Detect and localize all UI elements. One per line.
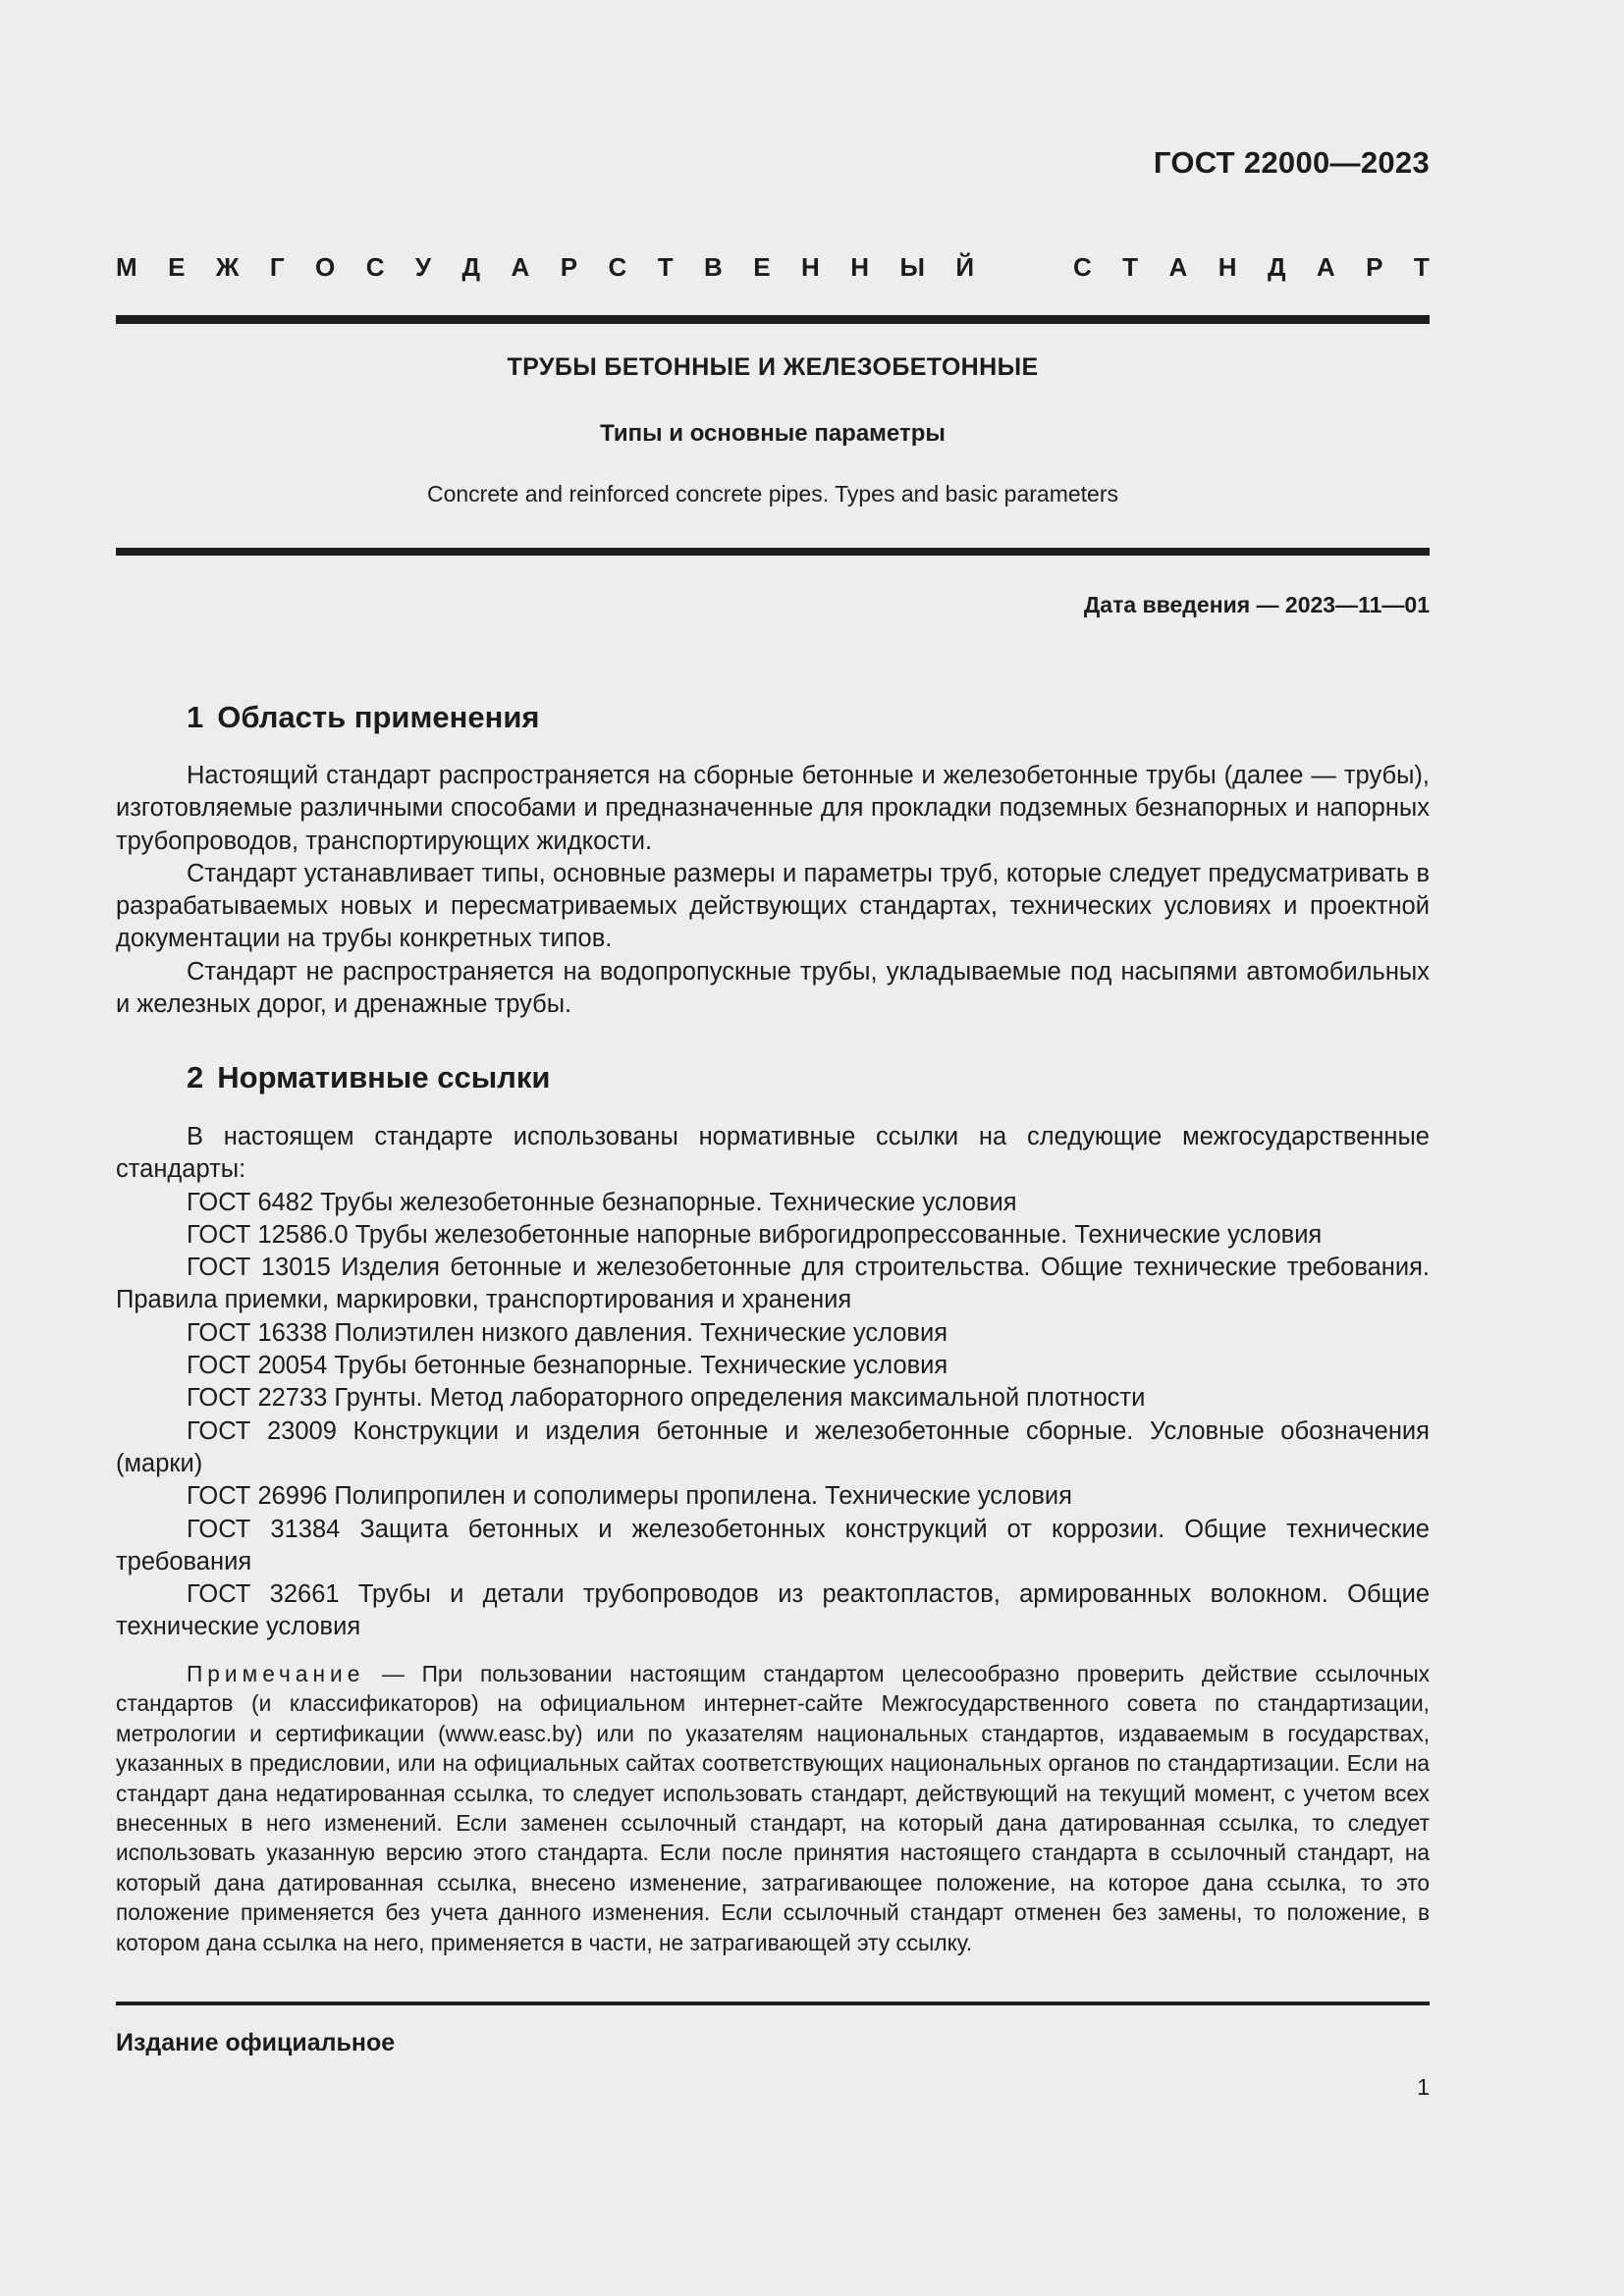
banner-letter: С (1072, 252, 1092, 282)
banner-word-gap (1005, 252, 1043, 288)
banner-letter: Е (753, 252, 771, 282)
introduction-date: Дата введения — 2023—11—01 (1083, 592, 1430, 617)
banner-letter: С (365, 252, 385, 282)
banner-letter: Р (1366, 252, 1383, 282)
banner-letter: У (414, 252, 432, 282)
section-2-number: 2 (187, 1060, 204, 1095)
section-1-body (116, 760, 1430, 1021)
title-divider (116, 548, 1430, 556)
banner-letter: Д (1267, 252, 1286, 282)
reference-item: ГОСТ 26996 Полипропилен и сополимеры пропилена. Технические условия (187, 1482, 1072, 1511)
paragraph: Стандарт устанавливает типы, основные размеры и параметры труб, которые следует предусматривать в разрабатываемых новых и пересматриваемых действующих стандартах, технических условиях и проектной документации на трубы конкретных типов. (116, 859, 1430, 953)
reference-item: ГОСТ 12586.0 Трубы железобетонные напорные виброгидропрессованные. Технические условия (187, 1220, 1323, 1249)
banner-letter: Н (1218, 252, 1237, 282)
banner-letter: Ж (215, 252, 240, 282)
paragraph: Стандарт не распространяется на водопропускные трубы, укладываемые под насыпями автомобильных и железных дорог, и дренажные трубы. (116, 957, 1430, 1019)
reference-item: ГОСТ 32661 Трубы и детали трубопроводов из реактопластов, армированных волокном. Общие технические условия (116, 1580, 1430, 1641)
document-title: ТРУБЫ БЕТОННЫЕ И ЖЕЛЕЗОБЕТОННЫЕ (507, 353, 1039, 381)
banner-letter: А (1168, 252, 1188, 282)
note-label: Примечание (187, 1661, 365, 1686)
section-2-title: Нормативные ссылки (217, 1060, 551, 1095)
document-subtitle: Типы и основные параметры (600, 420, 946, 447)
top-divider (116, 315, 1430, 324)
banner-letter: Н (850, 252, 870, 282)
banner-letter: Ы (899, 252, 925, 282)
banner-letter: Й (955, 252, 975, 282)
section-1-heading (187, 700, 540, 735)
banner-letter: Н (801, 252, 820, 282)
banner-letter: В (704, 252, 723, 282)
note-text: — При пользовании настоящим стандартом целесообразно проверить действие ссылочных стандартов (и классификаторов) на официальном интернет-сайте Межгосударственного совета по стандартизации, метрологии и сертификации (www.easc.by) или по указателям национальных стандартов, издаваемым в государствах, указанных в предисловии, или на официальных сайтах соответствующих национальных органов по стандартизации. Если на стандарт дана недатированная ссылка, то следует использовать стандарт, действующий на текущий момент, с учетом всех внесенных в него изменений. Если заменен ссылочный стандарт, на который дана датированная ссылка, то следует использовать указанную версию этого стандарта. Если после принятия настоящего стандарта в ссылочный стандарт, на который дана датированная ссылка, внесено изменение, затрагивающее положение, на которое дана ссылка, то это положение применяется без учета данного изменения. Если ссылочный стандарт отменен без замены, то положение, в котором дана ссылка на него, применяется в части, не затрагивающей эту ссылку. (116, 1661, 1430, 1955)
reference-item: ГОСТ 20054 Трубы бетонные безнапорные. Технические условия (187, 1352, 948, 1380)
reference-item: ГОСТ 22733 Грунты. Метод лабораторного определения максимальной плотности (187, 1384, 1146, 1413)
section-2-heading (187, 1060, 550, 1095)
footer-divider (116, 2002, 1430, 2005)
note-block (116, 1659, 1430, 1957)
banner-letter: Г (269, 252, 285, 282)
banner-letter: Р (560, 252, 578, 282)
banner-letter: М (116, 252, 137, 282)
banner-letter: Д (461, 252, 481, 282)
banner-letter: А (511, 252, 530, 282)
section-1-number: 1 (187, 700, 204, 734)
reference-item: ГОСТ 23009 Конструкции и изделия бетонные и железобетонные сборные. Условные обозначения (марки) (116, 1416, 1430, 1477)
section-1-title: Область применения (217, 700, 540, 734)
banner-letter: А (1316, 252, 1335, 282)
banner-letter: О (315, 252, 336, 282)
reference-item: ГОСТ 6482 Трубы железобетонные безнапорные. Технические условия (187, 1188, 1017, 1216)
reference-item: ГОСТ 13015 Изделия бетонные и железобетонные для строительства. Общие технические требования. Правила приемки, маркировки, транспортирования и хранения (116, 1254, 1430, 1314)
reference-item: ГОСТ 31384 Защита бетонных и железобетонных конструкций от коррозии. Общие технические требования (116, 1515, 1430, 1575)
banner-letter: С (608, 252, 627, 282)
banner-letter: Е (168, 252, 186, 282)
interstate-standard-banner (116, 252, 1430, 288)
paragraph: Настоящий стандарт распространяется на сборные бетонные и железобетонные трубы (далее — трубы), изготовляемые различными способами и предназначенные для прокладки подземных безнапорных и напорных трубопроводов, транспортирующих жидкости. (116, 762, 1430, 855)
section-2-intro: В настоящем стандарте использованы нормативные ссылки на следующие межгосударственные стандарты: (116, 1123, 1430, 1184)
official-edition-label: Издание официальное (116, 2029, 396, 2056)
banner-letter: Т (1122, 252, 1139, 282)
banner-letter: Т (657, 252, 674, 282)
section-2-body (116, 1121, 1430, 1644)
banner-letter: Т (1413, 252, 1430, 282)
document-title-english: Concrete and reinforced concrete pipes. Types and basic parameters (426, 481, 1119, 507)
page-number: 1 (1417, 2074, 1430, 2100)
document-number: ГОСТ 22000—2023 (1153, 145, 1430, 180)
reference-item: ГОСТ 16338 Полиэтилен низкого давления. Технические условия (187, 1318, 948, 1347)
